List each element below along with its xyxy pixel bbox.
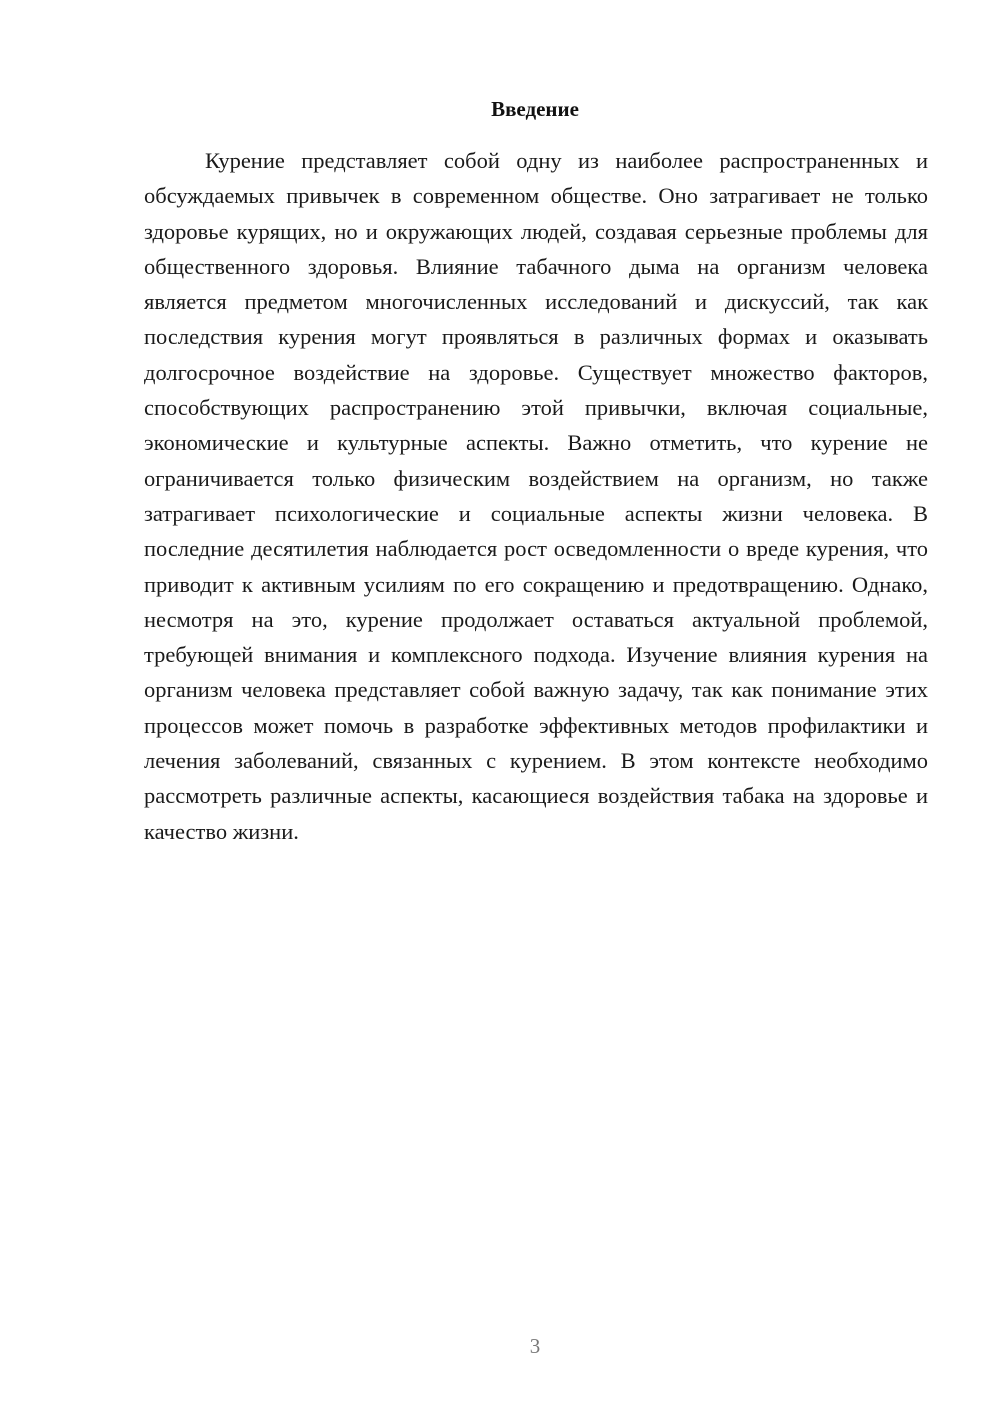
body-paragraph: Курение представляет собой одну из наиболее распространенных и обсуждаемых привычек в современном обществе. Оно затрагивает не только здоровье курящих, но и окружающих людей, создавая серьезные проблемы для общественного здоровья. Влияние табачного дыма на организм человека является предметом многочисленных исследований и дискуссий, так как последствия курения могут проявляться в различных формах и оказывать долгосрочное воздействие на здоровье. Существует множество факторов, способствующих распространению этой привычки, включая социальные, экономические и культурные аспекты. Важно отметить, что курение не ограничивается только физическим воздействием на организм, но также затрагивает психологические и социальные аспекты жизни человека. В последние десятилетия наблюдается рост осведомленности о вреде курения, что приводит к активным усилиям по его сокращению и предотвращению. Однако, несмотря на это, курение продолжает оставаться актуальной проблемой, требующей внимания и комплексного подхода. Изучение влияния курения на организм человека представляет собой важную задачу, так как понимание этих процессов может помочь в разработке эффективных методов профилактики и лечения заболеваний, связанных с курением. В этом контексте необходимо рассмотреть различные аспекты, касающиеся воздействия табака на здоровье и качество жизни. <box>144 148 928 844</box>
page-number: 3 <box>529 1334 541 1358</box>
page-title: Введение <box>491 97 579 121</box>
